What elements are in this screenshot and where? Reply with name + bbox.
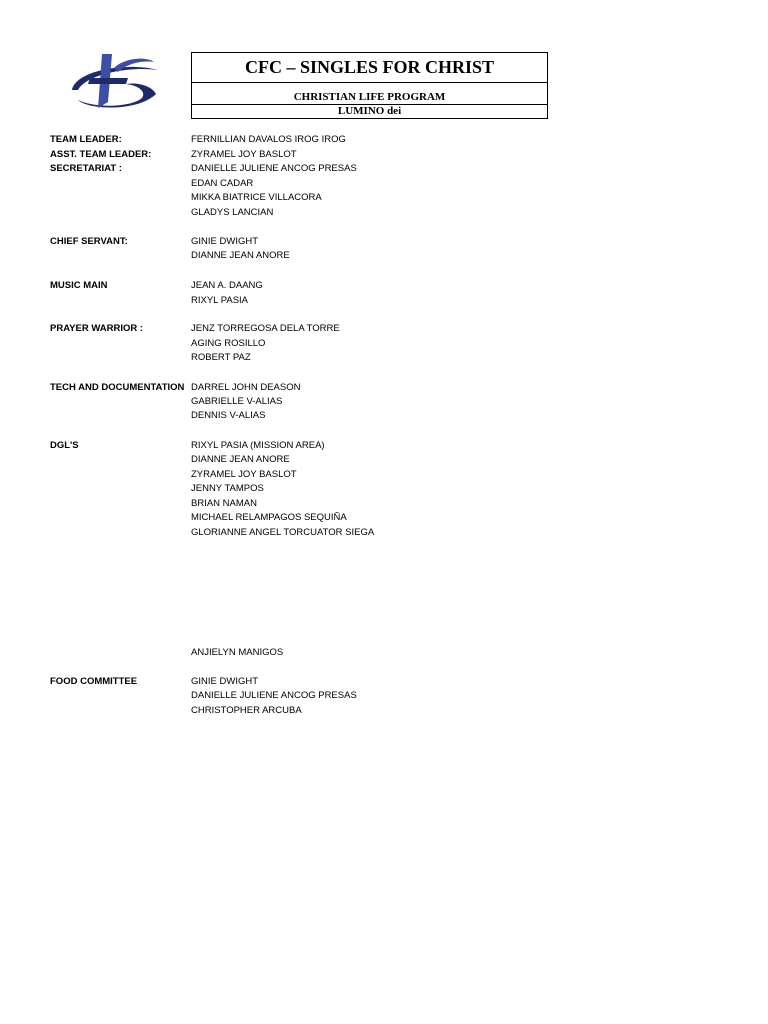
dgls-name: DIANNE JEAN ANORE (191, 454, 290, 465)
secretariat-name: GLADYS LANCIAN (191, 207, 274, 218)
food-committee-name: CHRISTOPHER ARCUBA (191, 705, 302, 716)
asst-team-leader-label: ASST. TEAM LEADER: (50, 149, 152, 160)
food-committee-name: DANIELLE JULIENE ANCOG PRESAS (191, 690, 357, 701)
dgls-name: RIXYL PASIA (MISSION AREA) (191, 440, 325, 451)
tech-documentation-name: DENNIS V-ALIAS (191, 410, 266, 421)
dgls-name: ZYRAMEL JOY BASLOT (191, 469, 297, 480)
dgls-name: BRIAN NAMAN (191, 498, 257, 509)
tech-documentation-name: GABRIELLE V-ALIAS (191, 396, 283, 407)
music-main-name: RIXYL PASIA (191, 295, 249, 306)
unlabeled-name: ANJIELYN MANIGOS (191, 647, 284, 658)
asst-team-leader-name: ZYRAMEL JOY BASLOT (191, 149, 297, 160)
music-main-name: JEAN A. DAANG (191, 280, 263, 291)
tech-documentation-label: TECH AND DOCUMENTATION (50, 382, 185, 393)
dgls-label: DGL'S (50, 440, 79, 451)
dgls-name: JENNY TAMPOS (191, 483, 264, 494)
secretariat-label: SECRETARIAT : (50, 163, 122, 174)
dgls-name: GLORIANNE ANGEL TORCUATOR SIEGA (191, 527, 375, 538)
prayer-warrior-name: ROBERT PAZ (191, 352, 251, 363)
team-leader-label: TEAM LEADER: (50, 134, 122, 145)
food-committee-label: FOOD COMMITTEE (50, 676, 138, 687)
secretariat-name: EDAN CADAR (191, 178, 254, 189)
music-main-label: MUSIC MAIN (50, 280, 108, 291)
secretariat-name: MIKKA BIATRICE VILLACORA (191, 192, 322, 203)
prayer-warrior-label: PRAYER WARRIOR : (50, 323, 144, 334)
chief-servant-name: GINIE DWIGHT (191, 236, 259, 247)
tech-documentation-name: DARREL JOHN DEASON (191, 382, 301, 393)
food-committee-name: GINIE DWIGHT (191, 676, 259, 687)
cfc-logo (68, 48, 164, 116)
logo-swoosh-icon (72, 54, 158, 108)
prayer-warrior-name: AGING ROSILLO (191, 338, 266, 349)
title-box (191, 52, 548, 119)
chief-servant-name: DIANNE JEAN ANORE (191, 250, 290, 261)
team-leader-name: FERNILLIAN DAVALOS IROG IROG (191, 134, 346, 145)
document-title: CFC – SINGLES FOR CHRIST (192, 53, 547, 83)
program-name: CHRISTIAN LIFE PROGRAM (192, 83, 547, 105)
program-subtitle: LUMINO dei (337, 105, 402, 117)
chief-servant-label: CHIEF SERVANT: (50, 236, 128, 247)
prayer-warrior-name: JENZ TORREGOSA DELA TORRE (191, 323, 340, 334)
secretariat-name: DANIELLE JULIENE ANCOG PRESAS (191, 163, 357, 174)
dgls-name: MICHAEL RELAMPAGOS SEQUIÑA (191, 512, 347, 523)
